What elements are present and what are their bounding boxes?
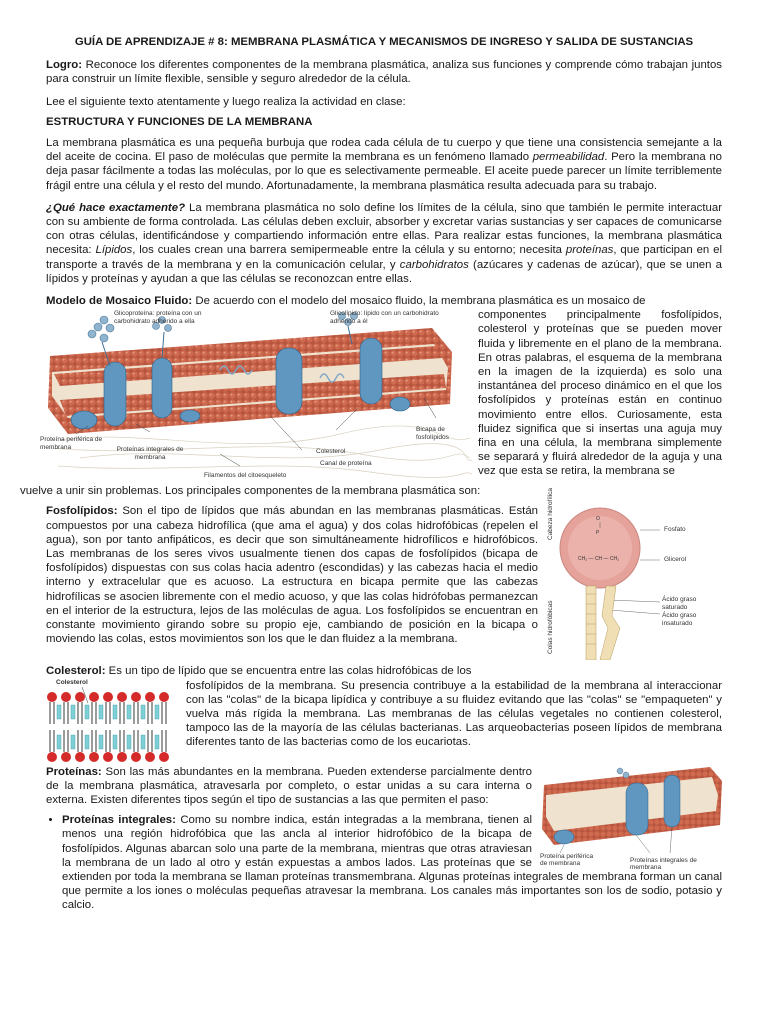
label-canal: Canal de proteína bbox=[320, 460, 372, 468]
logro-text: Reconoce los diferentes componentes de la membrana plasmática, analiza sus funciones y comprende cómo trabajan juntos para construir un límite flexible, sensible y seguro alrededor de la célula. bbox=[46, 59, 722, 86]
bullet-label: Proteínas integrales: bbox=[62, 814, 176, 827]
paragraph-2 bbox=[46, 201, 722, 286]
label-cabeza: Cabeza hidrofílica bbox=[547, 488, 554, 541]
label-glicolipido: Glicolípido: lípido con un carbohidrato adherido a él bbox=[330, 310, 439, 325]
coles-first: Es un tipo de lípido que se encuentra entre las colas hidrofóbicas de los bbox=[105, 665, 472, 678]
p2-text-c: , que participan en el transporte a través de la membrana y en la comunicación celular, y bbox=[46, 244, 722, 271]
label-bicapa: Bicapa de fosfolípidos bbox=[416, 426, 449, 441]
label-periferica: Proteína periférica de membrana bbox=[40, 436, 103, 451]
mosaico-label: Modelo de Mosaico Fluido: bbox=[46, 295, 193, 308]
paragraph-1 bbox=[46, 136, 722, 193]
logro-paragraph bbox=[46, 58, 722, 86]
p2-proteinas: proteínas bbox=[565, 244, 614, 257]
mosaico-end: vuelve a unir sin problemas. Los principales componentes de la membrana plasmática son: bbox=[20, 485, 481, 498]
svg-text:P: P bbox=[596, 530, 600, 537]
page-title: GUÍA DE APRENDIZAJE # 8: MEMBRANA PLASMÁTICA Y MECANISMOS DE INGRESO Y SALIDA DE SUSTANCIAS bbox=[74, 36, 694, 48]
document-page bbox=[20, 30, 723, 913]
label-glicerol: Glicerol bbox=[664, 556, 687, 564]
bullet-text-b: mientras que otras atraviesan la membrana de un lado al otro y están expuestas a ambos lados. Las proteínas que se extienden por toda la membrana se llaman proteínas transmembrana. Algunas proteínas integrales de membrana forman un canal que permite a los iones o moléculas pequeñas atravesar la membrana. Los canales más importantes son los de sodio, potasio y calcio. bbox=[62, 842, 722, 912]
phospholipid-figure bbox=[547, 488, 724, 660]
label-filamentos: Filamentos del citoesqueleto bbox=[204, 472, 287, 480]
p2-lipidos: Lípidos bbox=[95, 244, 133, 257]
p1-text-a: La membrana plasmática es una pequeña burbuja que rodea cada célula de tu cuerpo y que tiene una consistencia semejante a la del aceite de cocina. El paso de moléculas que permite la membrana es un fenómeno llamado bbox=[46, 137, 722, 164]
svg-text:O: O bbox=[596, 516, 600, 523]
mosaico-line bbox=[46, 294, 722, 308]
p1-text-b: . Pero la membrana no deja pasar fácilmente a todas las moléculas, por lo que es selectivamente permeable. El aceite puede parecer un límite terriblemente frágil entre una célula y el resto del mundo. Afortunadamente, la membrana plasmática resulta adecuada para su trabajo. bbox=[46, 151, 722, 192]
label-periferica-2: Proteína periférica de membrana bbox=[540, 852, 594, 868]
instruction: Lee el siguiente texto atentamente y luego realiza la actividad en clase: bbox=[46, 95, 406, 108]
p2-text-a: La membrana plasmática no solo define los límites de la célula, sino que también le permite interactuar con su ambiente de forma controlada. Las células deben excluir, absorber y excretar varias sustancias y ser capaces de comunicarse con otras células, identificándose y compartiendo información entre ellas. Para realizar estas funciones, la membrana plasmática necesita: bbox=[46, 201, 722, 257]
p1-emphasis: permeabilidad bbox=[532, 151, 605, 164]
label-colas: Colas hidrofóbicas bbox=[547, 600, 554, 655]
cholesterol-diagram bbox=[44, 679, 178, 765]
logro-label: Logro: bbox=[46, 59, 83, 72]
coles-label: Colesterol: bbox=[46, 665, 106, 678]
label-glicoproteina: Glicoproteína: proteína con un carbohidrato adherido a ella bbox=[114, 310, 202, 325]
label-integrales: Proteínas integrales de membrana bbox=[116, 446, 184, 461]
bullet-text-a: Como su nombre indica, están integradas a la membrana, tienen al menos una región hidrofóbica que las ancla al interior hidrofóbico de la bicapa de fosfolípidos. Algunas abarcan solo una parte de la membrana, bbox=[62, 814, 532, 855]
label-integrales-2: Proteínas integrales de membrana bbox=[630, 856, 697, 872]
label-fosfato: Fosfato bbox=[664, 526, 686, 534]
fosfo-text: Son el tipo de lípidos que más abundan en las membranas plasmáticas. Están compuestos por una cabeza hidrofílica (que ama el agua) y dos colas hidrofóbicas (repelen el agua), son por tanto anfipáticos, es decir que son simultáneamente hidrofílicos e hidrofóbicos. Las membranas de los seres vivos usualmente tienen dos capas de fosfolípidos (bicapa de fosfolípidos) dispuestas con sus colas hacia adentro (escondidas) y las cabezas hacia el medio interno y extracelular que es acuoso. La estructura en bicapa permite que las cabezas hidrofílicas se asocien libremente con el medio acuoso, y que las colas hidrófobas permanezcan en el interior de la estructura, lejos de las moléculas de agua. Los fosfolípidos se encuentran en constante movimiento girando sobre su propio eje, cambiando de posición en la bicapa o moviendo las colas, estos movimientos son los que le dan fluidez a la membrana. bbox=[46, 505, 538, 646]
p2-text-b: , los cuales crean una barrera semipermeable entre la célula y su entorno; necesita bbox=[132, 244, 566, 257]
svg-text:CH₂ — CH — CH₂: CH₂ — CH — CH₂ bbox=[578, 556, 620, 563]
fosfo-label: Fosfolípidos: bbox=[46, 505, 118, 518]
prot-text: Son las más abundantes en la membrana. Pueden extenderse parcialmente dentro de la membrana plasmática, atravesarla por completo, o estar unidas a su cara interna o externa. Existen diferentes tipos según el tipo de sustancias a las que permiten el paso: bbox=[46, 765, 532, 807]
prot-label: Proteínas: bbox=[46, 765, 102, 778]
phospholipid-diagram bbox=[548, 504, 724, 660]
mosaico-first: De acuerdo con el modelo del mosaico fluido, la membrana plasmática es un mosaico de bbox=[192, 295, 646, 308]
membrane-figure bbox=[40, 308, 472, 484]
p2-question: ¿Qué hace exactamente? bbox=[46, 201, 186, 214]
membrane-diagram bbox=[40, 308, 472, 484]
label-saturado: Ácido graso saturado bbox=[662, 596, 697, 611]
label-colesterol: Colesterol bbox=[316, 448, 346, 456]
section-title: ESTRUCTURA Y FUNCIONES DE LA MEMBRANA bbox=[46, 115, 313, 128]
label-insaturado: Ácido graso insaturado bbox=[662, 612, 697, 627]
p2-text-d: (azúcares y cadenas de azúcar), que se unen a lípidos y proteínas y ayudan a que las células se reconozcan entre ellas. bbox=[46, 258, 723, 285]
proteins-figure bbox=[540, 765, 726, 872]
colesterol-line bbox=[46, 664, 722, 678]
mosaico-side-text: componentes principalmente fosfolípidos, colesterol y proteínas que se pueden mover fluida y libremente en el plano de la membrana. En otras palabras, el esquema de la membrana en la imagen de la izquierda) es solo una instantánea del proceso dinámico en el que los fosfolípidos y proteínas están en continuo movimiento entre ellos. Curiosamente, esta fluidez significa que si insertas una aguja muy fina en una célula, la membrana simplemente se separará y fluirá alrededor de la aguja y una vez que esta se retira, la membrana se bbox=[478, 309, 722, 478]
colesterol-side-text: fosfolípidos de la membrana. Su presencia contribuye a la estabilidad de la membrana al interaccionar con las "colas" de la bicapa lipídica y contribuye a su fluidez evitando que las "colas" se "empaqueten" y vuelva más rígida la membrana. Las membranas de las células vegetales no contienen colesterol, tampoco las de la mayoría de las células bacterianas. Las arqueobacterias poseen lípidos de membrana diferentes tanto de las bacterias como de los eucariotas. bbox=[186, 679, 722, 749]
cholesterol-figure bbox=[44, 679, 178, 765]
p2-carbohidratos: carbohidratos bbox=[399, 258, 469, 271]
label-colesterol-fig: Colesterol bbox=[56, 678, 88, 686]
